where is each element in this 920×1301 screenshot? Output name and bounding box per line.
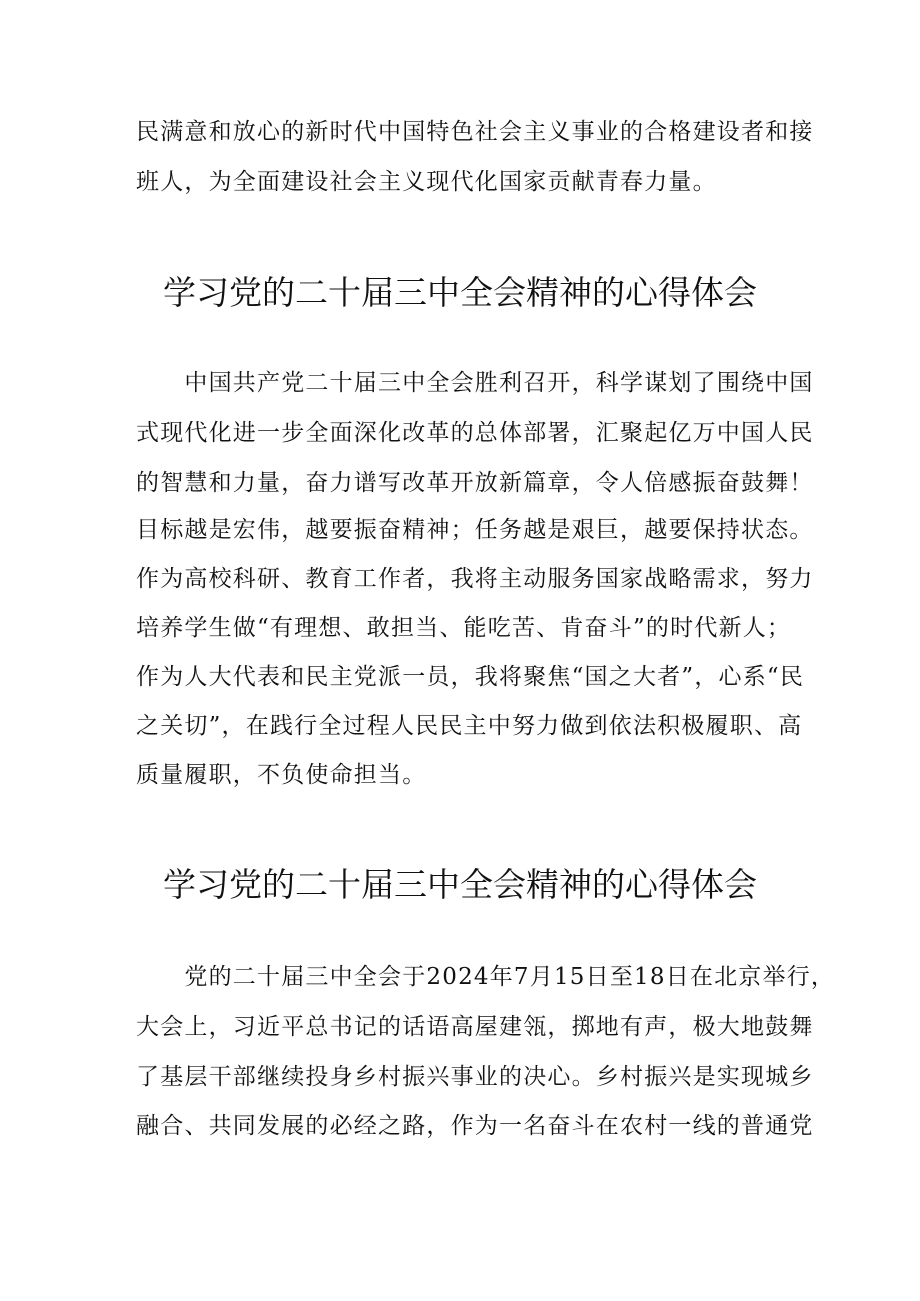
text-line: 大会上，习近平总书记的话语高屋建瓴，掷地有声，极大地鼓舞 [136,1014,814,1040]
text-line: 作为人大代表和民主党派一员，我将聚焦“国之大者”，心系“民 [136,664,805,690]
text-line: 培养学生做“有理想、敢担当、能吃苦、肯奋斗”的时代新人； [136,615,792,641]
text-line: 的智慧和力量，奋力谱写改革开放新篇章，令人倍感振奋鼓舞！ [136,470,814,496]
section-title: 学习党的二十届三中全会精神的心得体会 [163,865,757,904]
text-line: 目标越是宏伟，越要振奋精神；任务越是艰巨，越要保持状态。 [136,517,814,543]
text-line: 民满意和放心的新时代中国特色社会主义事业的合格建设者和接 [136,119,814,145]
text-line: 班人，为全面建设社会主义现代化国家贡献青春力量。 [136,169,717,195]
text-line: 式现代化进一步全面深化改革的总体部署，汇聚起亿万中国人民 [136,420,814,446]
text-line: 融合、共同发展的必经之路，作为一名奋斗在农村一线的普通党 [136,1113,814,1139]
text-line: 党的二十届三中全会于2024年7月15日至18日在北京举行， [136,964,836,990]
section-title: 学习党的二十届三中全会精神的心得体会 [163,273,757,312]
text-line: 中国共产党二十届三中全会胜利召开，科学谋划了围绕中国 [136,370,814,396]
text-line: 作为高校科研、教育工作者，我将主动服务国家战略需求，努力 [136,566,814,592]
text-line: 质量履职，不负使命担当。 [136,762,427,788]
text-line: 了基层干部继续投身乡村振兴事业的决心。乡村振兴是实现城乡 [136,1064,814,1090]
text-line: 之关切”，在践行全过程人民民主中努力做到依法积极履职、高 [136,713,803,739]
